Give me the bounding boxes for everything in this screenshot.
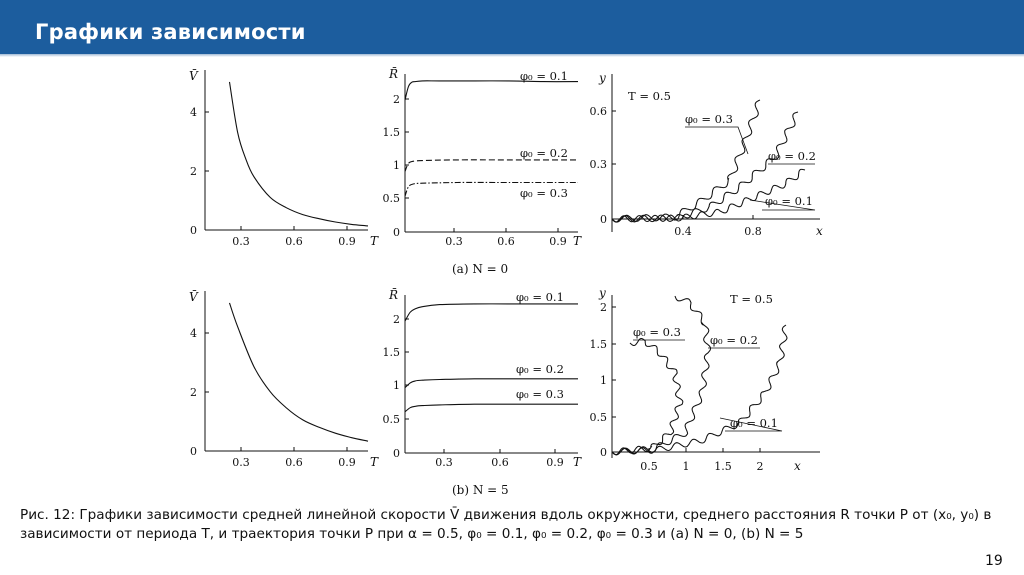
series-annotation: φ₀ = 0.3 xyxy=(685,112,733,126)
chart-a-velocity xyxy=(180,62,380,252)
y-tick-label: 4 xyxy=(190,106,197,119)
series-layer xyxy=(405,81,578,196)
y-tick-label: 1 xyxy=(393,379,400,392)
y-tick-label: 1 xyxy=(600,374,607,387)
page-number: 19 xyxy=(985,553,1003,569)
x-tick-label: 0.9 xyxy=(546,456,564,469)
series-annotation: φ₀ = 0.1 xyxy=(765,194,813,208)
series-line-1 xyxy=(230,303,369,441)
series-annotation: φ₀ = 0.1 xyxy=(520,69,568,83)
y-tick-label: 1.5 xyxy=(589,338,607,351)
x-tick-label: 0.9 xyxy=(338,235,356,248)
y-axis-label: R̄ xyxy=(389,67,399,81)
y-tick-label: 2 xyxy=(600,301,607,314)
x-tick-label: 0.6 xyxy=(497,235,515,248)
y-tick-label: 0 xyxy=(600,446,607,459)
series-annotation: φ₀ = 0.2 xyxy=(520,146,568,160)
y-axis-label: y xyxy=(599,286,606,300)
x-tick-label: 1.5 xyxy=(714,460,732,473)
y-axis-label: V̄ xyxy=(189,290,198,304)
x-axis-label: T xyxy=(573,234,582,248)
y-tick-label: 2 xyxy=(393,93,400,106)
y-tick-label: 1 xyxy=(393,159,400,172)
trajectory-phi-0.3 xyxy=(612,339,683,455)
x-tick-label: 0.8 xyxy=(744,225,762,238)
y-tick-label: 4 xyxy=(190,327,197,340)
x-tick-label: 0.3 xyxy=(445,235,463,248)
y-tick-label: 0 xyxy=(190,445,197,458)
slide-title: Графики зависимости xyxy=(35,20,306,44)
y-tick-label: 0 xyxy=(190,224,197,237)
series-line-1 xyxy=(230,82,369,226)
y-tick-label: 2 xyxy=(190,386,197,399)
y-tick-label: 2 xyxy=(393,313,400,326)
x-tick-label: 0.3 xyxy=(435,456,453,469)
series-annotation: φ₀ = 0.2 xyxy=(516,362,564,376)
x-tick-label: 0.3 xyxy=(232,456,250,469)
x-tick-label: 0.9 xyxy=(549,235,567,248)
x-tick-label: 0.6 xyxy=(491,456,509,469)
x-axis-label: x xyxy=(794,459,801,473)
series-annotation: φ₀ = 0.3 xyxy=(520,186,568,200)
series-annotation: φ₀ = 0.3 xyxy=(516,387,564,401)
x-axis-label: T xyxy=(573,455,582,469)
series-annotation: φ₀ = 0.2 xyxy=(710,333,758,347)
trajectory-phi-0.1 xyxy=(612,325,787,455)
y-tick-label: 0.5 xyxy=(382,413,400,426)
y-axis-label: V̄ xyxy=(189,69,198,83)
series-line-2 xyxy=(405,160,578,172)
series-layer xyxy=(230,82,369,226)
sub-caption-b: (b) N = 5 xyxy=(452,483,509,497)
x-axis-label: T xyxy=(370,455,379,469)
tick-marks xyxy=(205,333,347,451)
y-tick-label: 1.5 xyxy=(382,346,400,359)
y-tick-label: 1.5 xyxy=(382,126,400,139)
x-tick-label: 0.9 xyxy=(338,456,356,469)
x-axis-label: x xyxy=(816,224,823,238)
x-tick-label: 0.3 xyxy=(232,235,250,248)
figure-caption: Рис. 12: Графики зависимости средней линейной скорости V̄ движения вдоль окружности, среднего расстояния R точки P от (x₀, y₀) в зависимости от периода T, и траектория точки P при α = 0.5, φ₀ = 0.1, φ₀ = 0.2, φ₀ = 0.3 и (a) N = 0, (b) N = 5 xyxy=(20,507,992,542)
chart-b-trajectory xyxy=(590,283,835,473)
y-tick-label: 0.5 xyxy=(589,411,607,424)
y-tick-label: 2 xyxy=(190,165,197,178)
series-annotation: φ₀ = 0.2 xyxy=(768,149,816,163)
y-axis-label: y xyxy=(599,71,606,85)
chart-b-velocity xyxy=(180,283,380,473)
x-tick-label: 1 xyxy=(682,460,690,473)
series-annotation: φ₀ = 0.1 xyxy=(730,416,778,430)
x-tick-label: 0.5 xyxy=(640,460,658,473)
series-line-3 xyxy=(405,404,578,412)
tick-marks xyxy=(405,319,555,453)
trajectory-phi-0.2 xyxy=(612,296,711,455)
y-tick-label: 0.3 xyxy=(589,158,607,171)
y-tick-label: 0 xyxy=(393,447,400,460)
x-tick-label: 2 xyxy=(756,460,764,473)
series-annotation: φ₀ = 0.1 xyxy=(516,290,564,304)
series-line-1 xyxy=(405,81,578,100)
series-annotation: φ₀ = 0.3 xyxy=(633,325,681,339)
chart-a-distance xyxy=(380,62,590,252)
series-line-1 xyxy=(405,304,578,321)
tick-marks xyxy=(205,112,347,230)
period-annotation: T = 0.5 xyxy=(628,89,671,103)
title-bar-shadow xyxy=(0,54,1024,57)
series-layer xyxy=(230,303,369,441)
x-tick-label: 0.4 xyxy=(674,225,692,238)
sub-caption-a: (a) N = 0 xyxy=(452,262,509,276)
y-tick-label: 0.5 xyxy=(382,192,400,205)
chart-b-distance xyxy=(380,283,590,473)
tick-marks xyxy=(405,99,558,232)
period-annotation: T = 0.5 xyxy=(730,292,773,306)
x-tick-label: 0.6 xyxy=(285,456,303,469)
chart-a-trajectory xyxy=(590,62,835,252)
y-tick-label: 0 xyxy=(600,213,607,226)
x-tick-label: 0.6 xyxy=(285,235,303,248)
y-tick-label: 0 xyxy=(393,226,400,239)
y-axis-label: R̄ xyxy=(389,288,399,302)
x-axis-label: T xyxy=(370,234,379,248)
y-tick-label: 0.6 xyxy=(589,105,607,118)
